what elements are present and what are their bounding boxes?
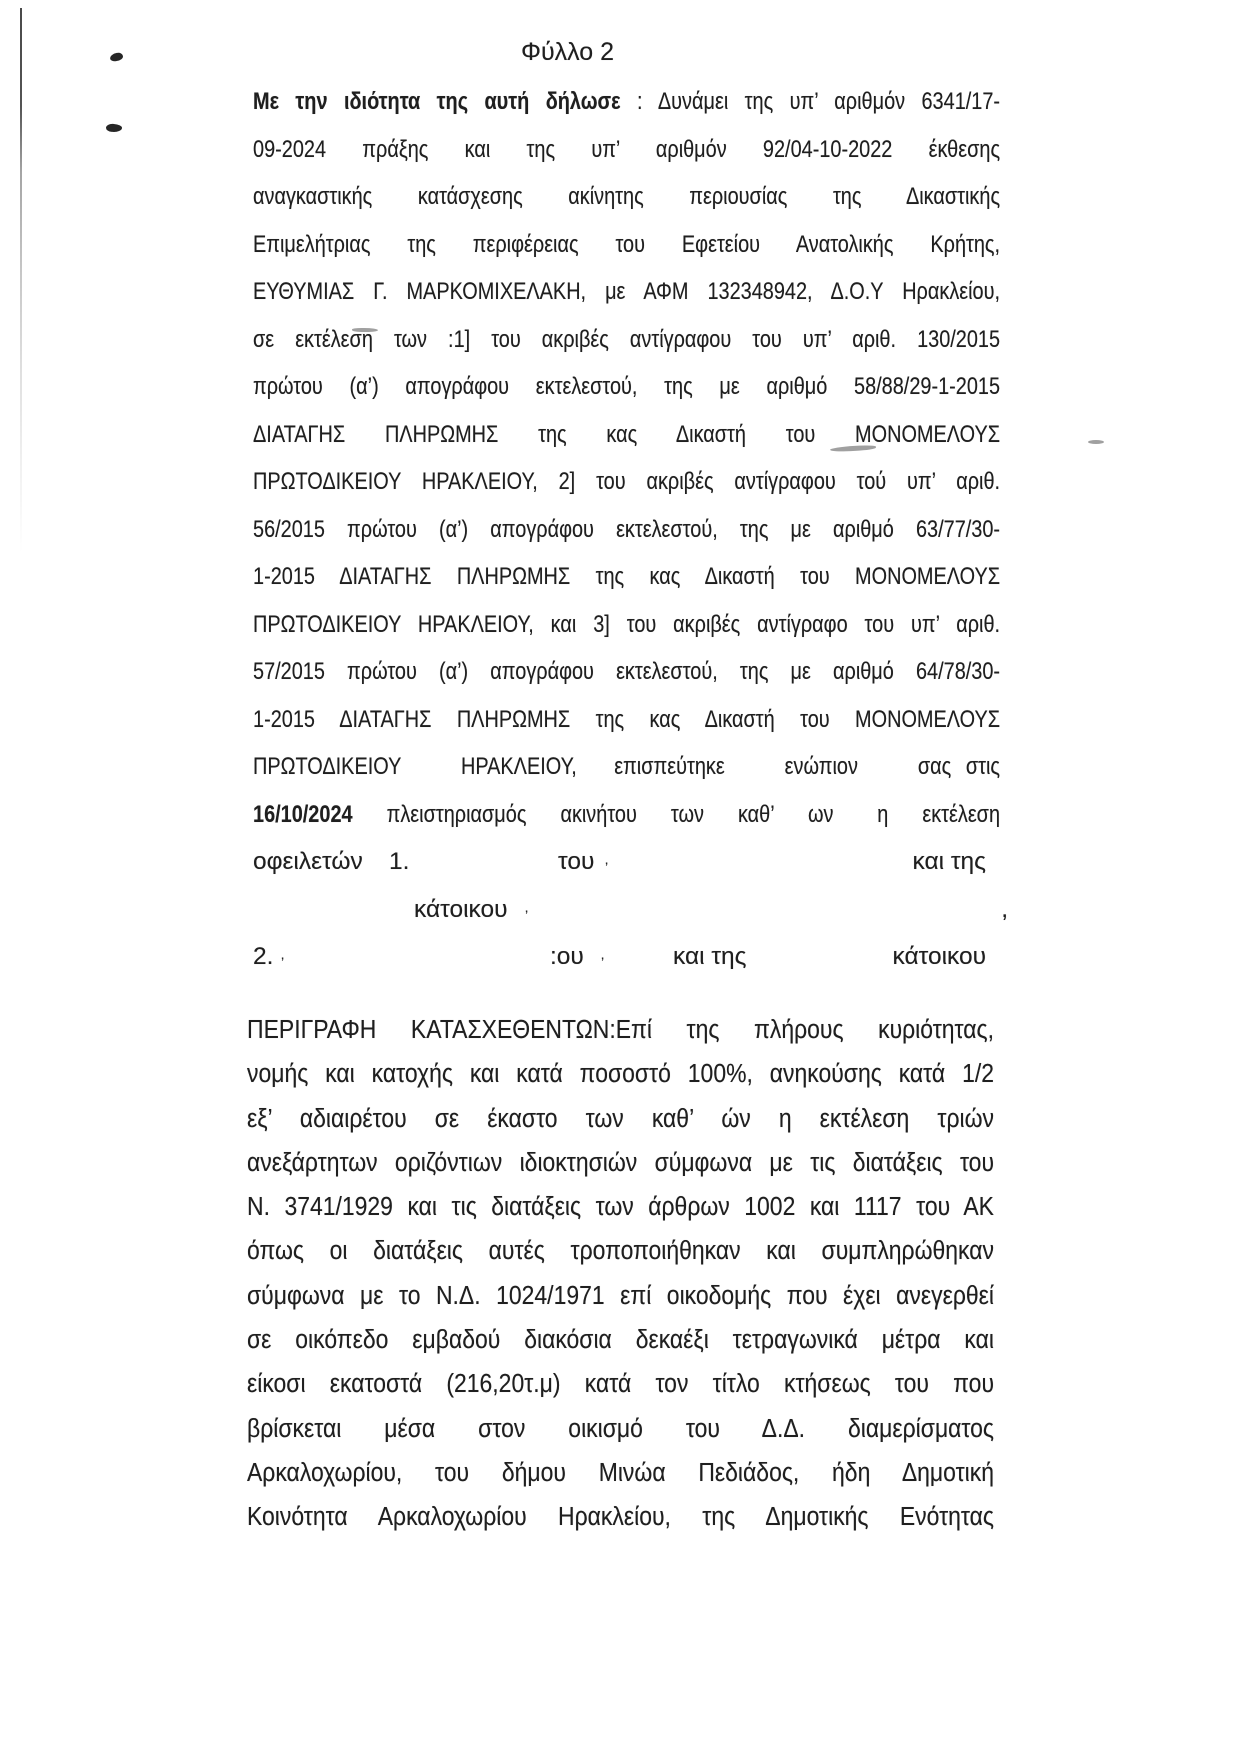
redacted-text-line xyxy=(253,886,1008,934)
text-line: Επιμελήτριας της περιφέρειας του Εφετείου Ανατολικής Κρήτης, xyxy=(253,230,1001,258)
text-line: Με την ιδιότητα της αυτή δήλωσε : Δυνάμει της υπ’ αριθμόν 6341/17- xyxy=(253,88,1001,115)
text-fragment: και της xyxy=(912,848,986,875)
text-line: βρίσκεται μέσα στον οικισμό του Δ.Δ. διαμερίσματος xyxy=(247,1414,994,1443)
text-fragment: ’ xyxy=(281,954,285,970)
redacted-debtor-lines xyxy=(253,838,1008,981)
text-line: νομής και κατοχής και κατά ποσοστό 100%, ανηκούσης κατά 1/2 xyxy=(247,1060,994,1089)
text-line: 1-2015 ΔΙΑΤΑΓΗΣ ΠΛΗΡΩΜΗΣ της κας Δικαστή του ΜΟΝΟΜΕΛΟΥΣ xyxy=(253,705,1001,733)
text-line: ΕΥΘΥΜΙΑΣ Γ. ΜΑΡΚΟΜΙΧΕΛΑΚΗ, με ΑΦΜ 132348942, Δ.Ο.Υ Ηρακλείου, xyxy=(253,278,1001,305)
text-line: 57/2015 πρώτου (α’) απογράφου εκτελεστού, της με αριθμό 64/78/30- xyxy=(253,658,1001,685)
text-line: ΠΡΩΤΟΔΙΚΕΙΟΥ ΗΡΑΚΛΕΙΟΥ, 2] του ακριβές αντίγραφου τού υπ’ αριθ. xyxy=(253,468,1001,495)
text-line: σε οικόπεδο εμβαδού διακόσια δεκαέξι τετραγωνικά μέτρα και xyxy=(247,1326,994,1355)
text-line: ανεξάρτητων οριζόντιων ιδιοκτησιών σύμφωνα με τις διατάξεις του xyxy=(247,1148,994,1177)
text-fragment: , xyxy=(1001,895,1008,923)
text-line: ΠΡΩΤΟΔΙΚΕΙΟΥ ΗΡΑΚΛΕΙΟΥ, επισπεύτηκε ενώπιον σας στις xyxy=(253,753,1001,780)
text-line: ΠΡΩΤΟΔΙΚΕΙΟΥ ΗΡΑΚΛΕΙΟΥ, και 3] του ακριβές αντίγραφο του υπ’ αριθ. xyxy=(253,610,1001,638)
text-fragment: του xyxy=(558,848,595,875)
text-line: σύμφωνα με το Ν.Δ. 1024/1971 επί οικοδομής που έχει ανεγερθεί xyxy=(247,1281,994,1310)
text-line: εξ’ αδιαιρέτου σε έκαστο των καθ’ ών η εκτέλεση τριών xyxy=(247,1104,994,1133)
text-fragment: 1. xyxy=(389,848,410,875)
redacted-text-line xyxy=(253,838,1000,886)
text-line: 1-2015 ΔΙΑΤΑΓΗΣ ΠΛΗΡΩΜΗΣ της κας Δικαστή του ΜΟΝΟΜΕΛΟΥΣ xyxy=(253,563,1001,590)
scan-streak-artifact xyxy=(20,8,22,553)
text-line: 16/10/2024 πλειστηριασμός ακινήτου των καθ’ ων η εκτέλεση xyxy=(253,800,1001,828)
text-line: ΔΙΑΤΑΓΗΣ ΠΛΗΡΩΜΗΣ της κας Δικαστή του ΜΟΝΟΜΕΛΟΥΣ xyxy=(253,420,1001,448)
scan-speckle xyxy=(1088,440,1104,444)
text-line: όπως οι διατάξεις αυτές τροποποιήθηκαν και συμπληρώθηκαν xyxy=(247,1237,994,1266)
text-line: Κοινότητα Αρκαλοχωρίου Ηρακλείου, της Δημοτικής Ενότητας xyxy=(247,1503,994,1532)
ink-smudge xyxy=(110,52,124,62)
text-fragment: :ου xyxy=(550,943,584,970)
text-fragment: κάτοικου xyxy=(414,895,508,923)
text-line: σε εκτέλεση των :1] του ακριβές αντίγραφου του υπ’ αριθ. 130/2015 xyxy=(253,325,1001,353)
text-line: πρώτου (α’) απογράφου εκτελεστού, της με αριθμό 58/88/29-1-2015 xyxy=(253,373,1001,400)
text-line: ΠΕΡΙΓΡΑΦΗ ΚΑΤΑΣΧΕΘΕΝΤΩΝ:Επί της πλήρους κυριότητας, xyxy=(247,1016,994,1044)
text-line: αναγκαστικής κατάσχεσης ακίνητης περιουσίας της Δικαστικής xyxy=(253,183,1001,210)
text-line: 56/2015 πρώτου (α’) απογράφου εκτελεστού, της με αριθμό 63/77/30- xyxy=(253,515,1001,543)
text-fragment: ’ xyxy=(525,906,529,923)
ink-smudge xyxy=(106,123,123,132)
text-fragment: οφειλετών xyxy=(253,848,363,875)
redacted-text-line xyxy=(253,933,1000,981)
text-fragment: ’ xyxy=(605,859,609,875)
text-line: Αρκαλοχωρίου, του δήμου Μινώα Πεδιάδος, ήδη Δημοτική xyxy=(247,1458,994,1487)
paragraph-deed-declaration xyxy=(253,78,1000,838)
text-fragment: κάτοικου xyxy=(892,943,986,970)
text-fragment: και της xyxy=(673,943,747,970)
text-line: 09-2024 πράξης και της υπ’ αριθμόν 92/04-10-2022 έκθεσης xyxy=(253,135,1001,163)
text-line: Ν. 3741/1929 και τις διατάξεις των άρθρων 1002 και 1117 του ΑΚ xyxy=(247,1193,994,1222)
paragraph-property-description xyxy=(247,1008,994,1540)
text-fragment: ’ xyxy=(601,954,605,970)
text-line: είκοσι εκατοστά (216,20τ.μ) κατά τον τίτλο κτήσεως του που xyxy=(247,1370,994,1399)
page-number-header: Φύλλο 2 xyxy=(521,38,614,66)
text-fragment: 2. xyxy=(253,943,274,970)
